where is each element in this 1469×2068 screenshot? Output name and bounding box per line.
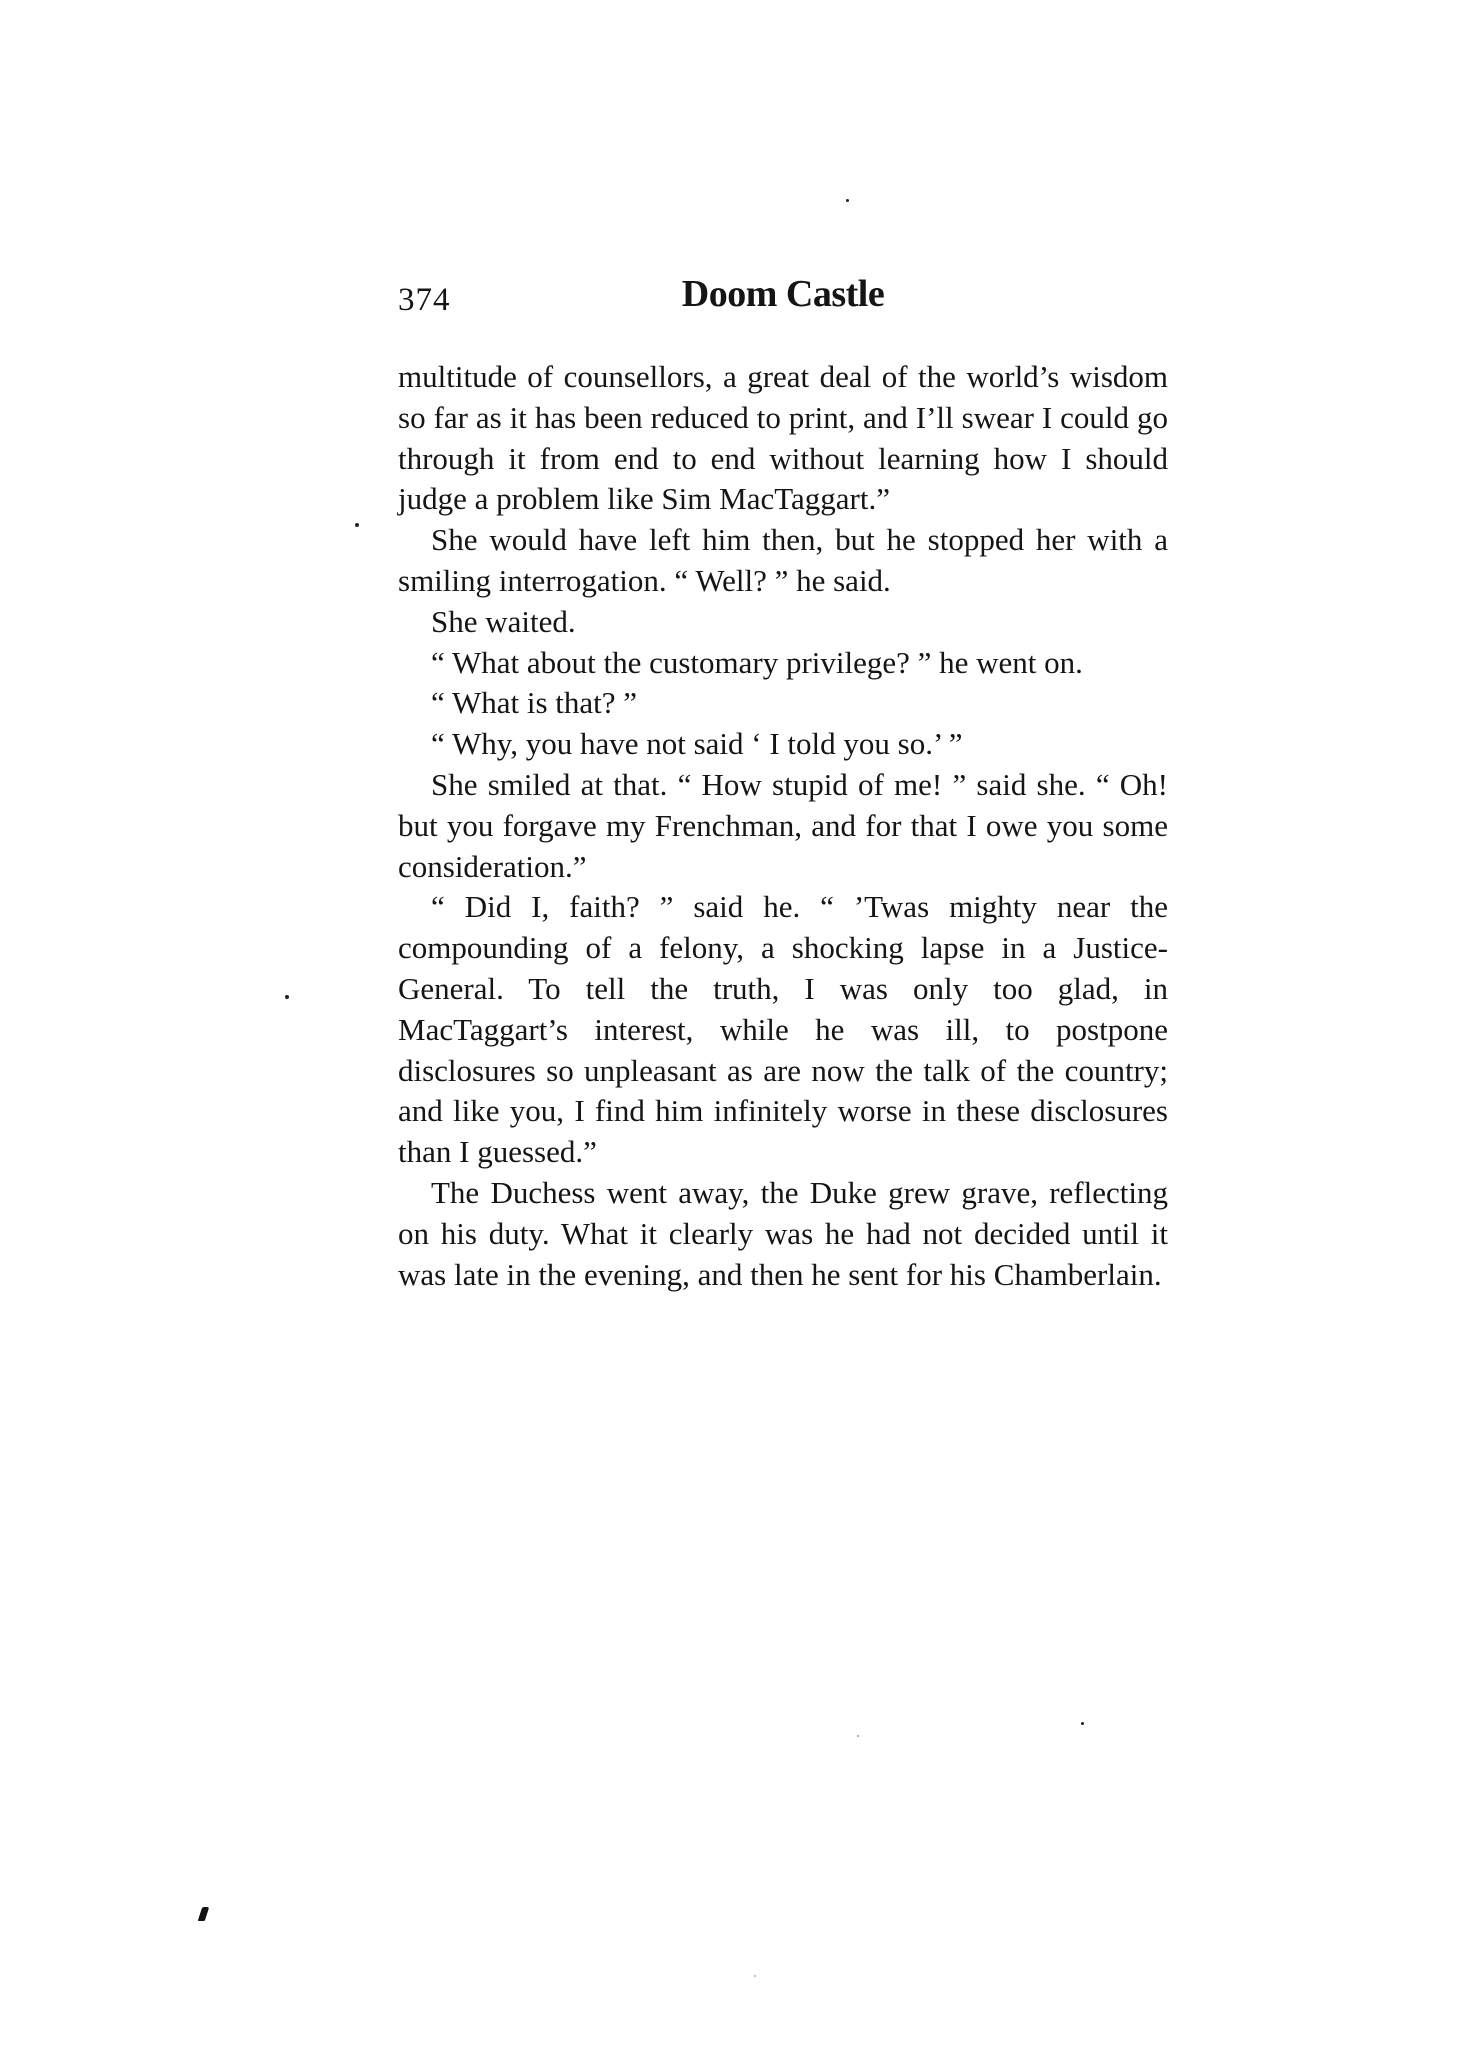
page-number: 374: [398, 282, 451, 318]
paragraph: “ Why, you have not said ‘ I told you so.’ ”: [431, 726, 963, 762]
page-header: [398, 272, 1168, 322]
paragraph: “ Did I, faith? ” said he. “ ’Twas mighty near the compounding of a felony, a shocking lapse in a Justice-General. To tell the truth, I was only too glad, in MacTaggart’s interest, while he was ill, to postpone disclosures so unpleasant as are now the talk of the country; and like you, I find him infinitely worse in these disclosures than I guessed.”: [398, 889, 1168, 1170]
paragraph: “ What is that? ”: [431, 685, 638, 721]
paragraph: “ What about the customary privilege? ” he went on.: [431, 644, 1083, 680]
paragraph: She would have left him then, but he stopped her with a smiling interrogation. “ Well? ” he said.: [398, 522, 1168, 598]
speck-mark: [355, 523, 359, 527]
paragraph: The Duchess went away, the Duke grew grave, reflecting on his duty. What it clearly was he had not decided until it was late in the evening, and then he sent for his Chamberlain.: [398, 1174, 1168, 1292]
paragraph: She smiled at that. “ How stupid of me! ” said she. “ Oh! but you forgave my Frenchman, and for that I owe you some consideration.”: [398, 766, 1168, 884]
running-title: Doom Castle: [681, 273, 885, 315]
ink-mark: [198, 1907, 210, 1921]
body-text: [398, 357, 1168, 1295]
speck-mark: [754, 1975, 756, 1977]
speck-mark: [846, 199, 849, 202]
paragraph: multitude of counsellors, a great deal of the world’s wisdom so far as it has been reduced to print, and I’ll swear I could go through it from end to end without learning how I should judge a problem like Sim MacTaggart.”: [398, 359, 1168, 517]
speck-mark: [285, 995, 289, 999]
paragraph: She waited.: [431, 603, 576, 639]
speck-mark: [857, 1735, 859, 1737]
speck-mark: [1081, 1722, 1084, 1725]
